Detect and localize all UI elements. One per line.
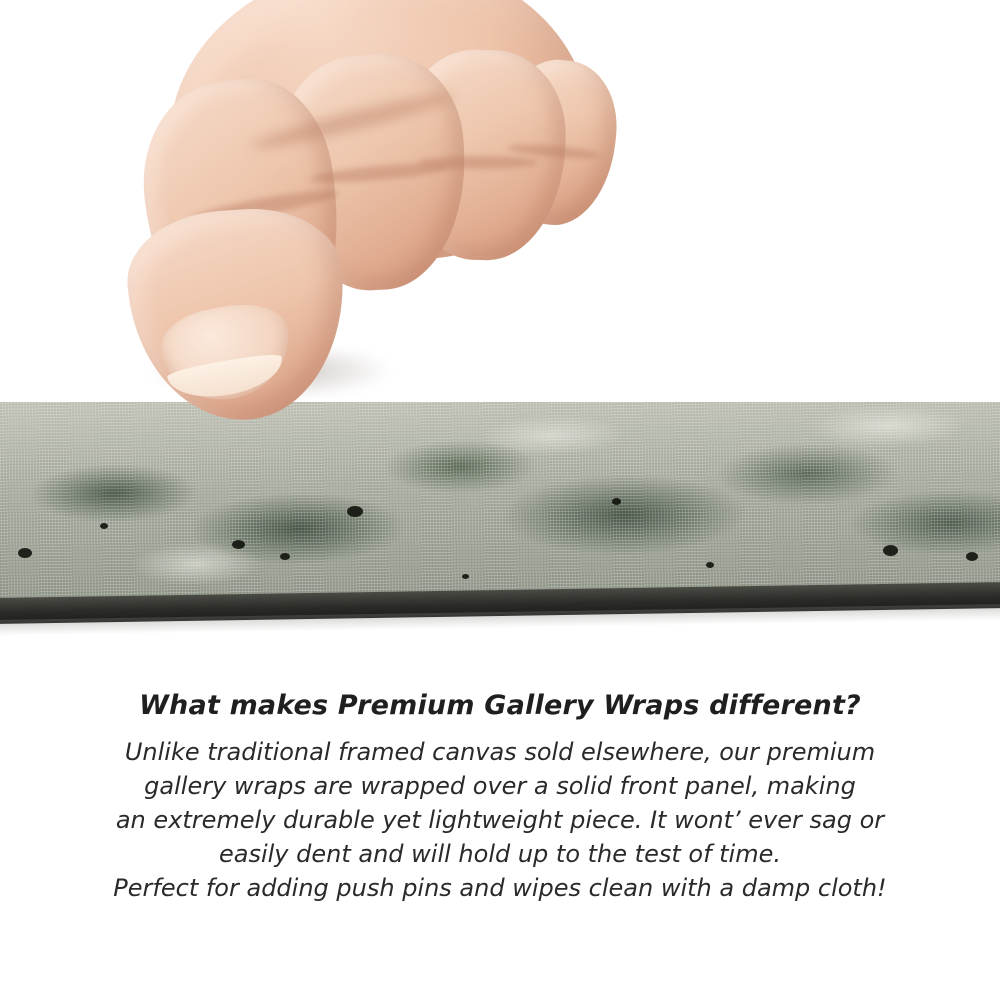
canvas-speck <box>706 562 714 568</box>
finger-crease <box>418 156 538 169</box>
caption-line-5: Perfect for adding push pins and wipes clean with a damp cloth! <box>113 874 887 903</box>
canvas-edge-strip <box>0 402 1000 638</box>
caption-line-1: Unlike traditional framed canvas sold elsewhere, our premium <box>124 738 876 766</box>
caption-line-3: an extremely durable yet lightweight piece. It wont’ ever sag or <box>115 806 885 835</box>
canvas-speck <box>280 553 290 560</box>
canvas-speck <box>883 545 898 556</box>
canvas-speck <box>462 574 469 579</box>
caption-block <box>0 690 1000 905</box>
canvas-speck <box>612 498 621 505</box>
hand-illustration <box>130 0 600 430</box>
canvas-speck <box>232 540 245 549</box>
canvas-weave-texture <box>0 402 1000 614</box>
canvas-speck <box>100 523 108 529</box>
caption-line-2: gallery wraps are wrapped over a solid front panel, making <box>144 772 856 801</box>
caption-line-4: easily dent and will hold up to the test of time. <box>218 840 781 869</box>
canvas-speck <box>347 506 363 517</box>
caption-heading: What makes Premium Gallery Wraps different? <box>139 690 861 721</box>
canvas-speck <box>966 552 978 561</box>
canvas-speck <box>18 548 32 558</box>
